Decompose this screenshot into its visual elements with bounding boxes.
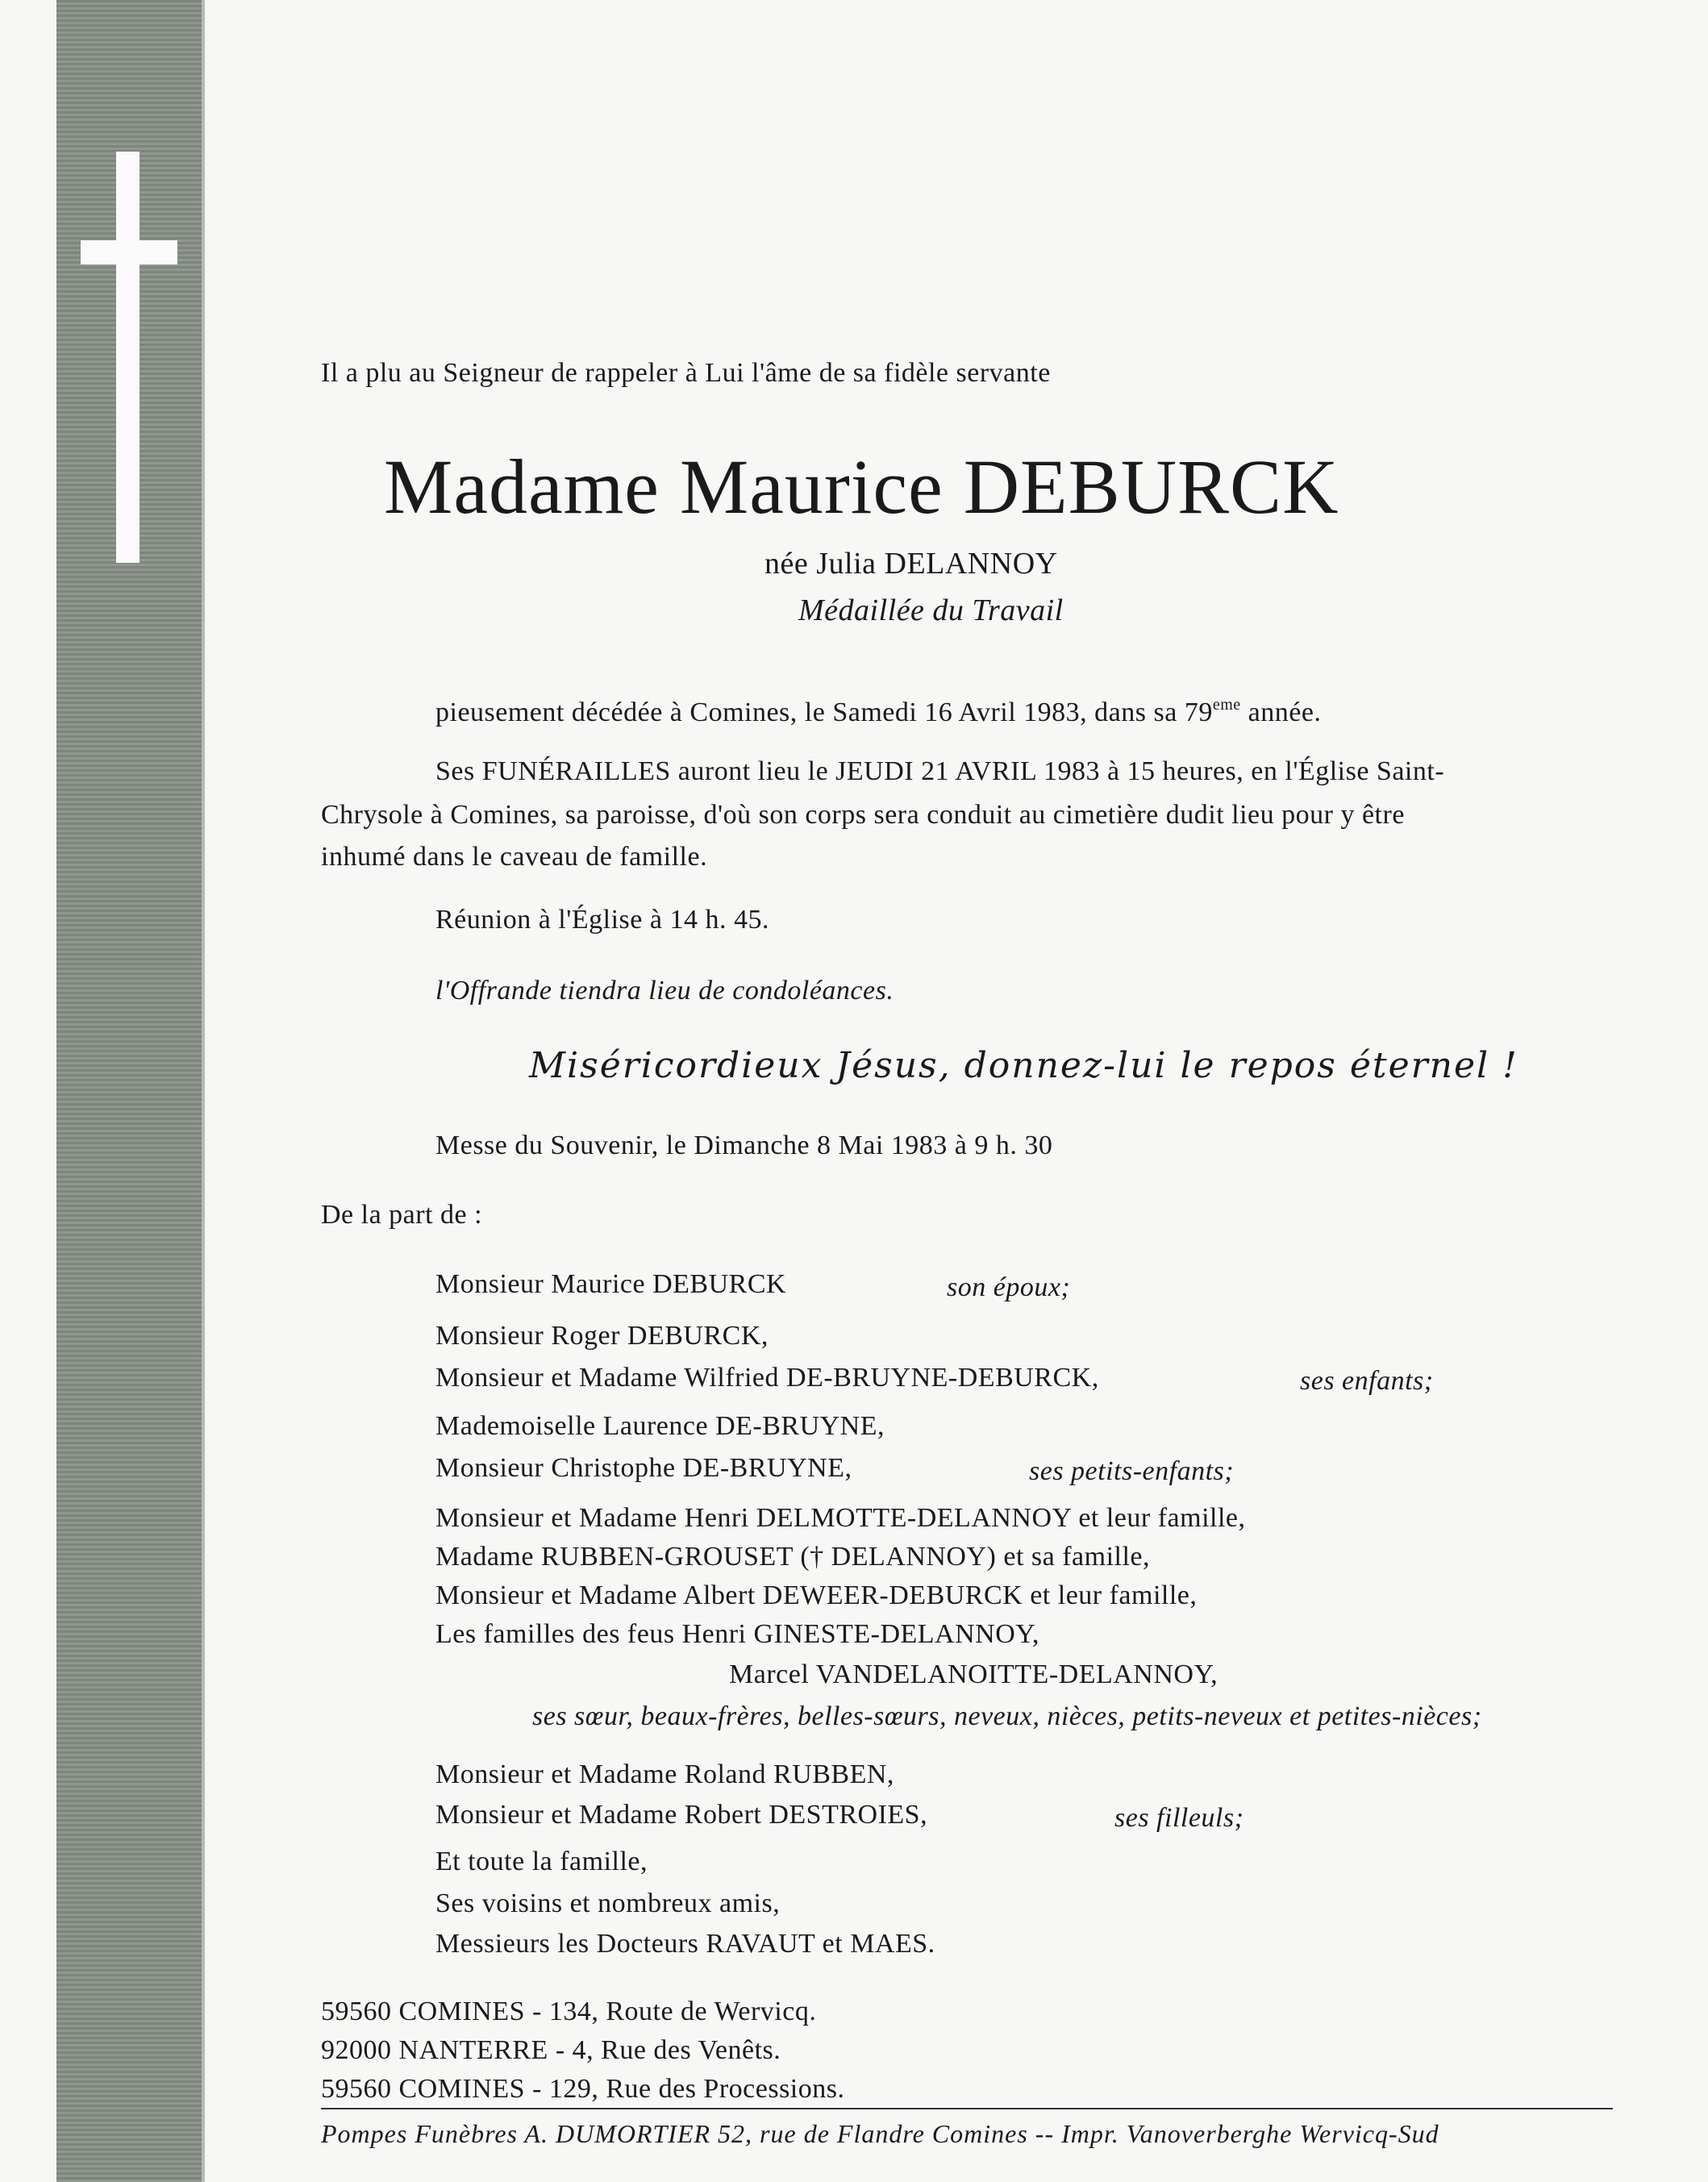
funeral-line-2: Chrysole à Comines, sa paroisse, d'où son corps sera conduit au cimetière dudit lieu pour y être [321, 800, 1405, 830]
footer-imprint: Pompes Funèbres A. DUMORTIER 52, rue de Flandre Comines -- Impr. Vanoverberghe Wervicq-Sud [321, 2119, 1439, 2148]
family-line: Messieurs les Docteurs RAVAUT et MAES. [435, 1929, 935, 1959]
death-sup: eme [1212, 696, 1241, 714]
death-end: année. [1240, 697, 1322, 727]
family-line: Monsieur et Madame Henri DELMOTTE-DELANNOY et leur famille, [435, 1503, 1246, 1533]
family-line: Monsieur Maurice DEBURCK [435, 1269, 787, 1299]
funeral-line-3: inhumé dans le caveau de famille. [321, 842, 708, 872]
relation-label: ses enfants; [1300, 1366, 1434, 1396]
family-line: Monsieur et Madame Roland RUBBEN, [435, 1759, 894, 1789]
relation-label: ses petits-enfants; [1029, 1456, 1235, 1486]
family-line: Les familles des feus Henri GINESTE-DELANNOY, [435, 1619, 1039, 1649]
messe-text: Messe du Souvenir, le Dimanche 8 Mai 1983 à 9 h. 30 [435, 1131, 1053, 1160]
family-line: Marcel VANDELANOITTE-DELANNOY, [729, 1659, 1219, 1689]
relation-label: ses filleuls; [1114, 1803, 1244, 1833]
maiden-name: née Julia DELANNOY [764, 547, 1058, 581]
funeral-line-1: Ses FUNÉRAILLES auront lieu le JEUDI 21 AVRIL 1983 à 15 heures, en l'Église Saint- [435, 756, 1445, 786]
relation-label: ses sœur, beaux-frères, belles-sœurs, neveux, nièces, petits-neveux et petites-nièces; [532, 1701, 1482, 1731]
death-text: pieusement décédée à Comines, le Samedi 16 Avril 1983, dans sa 79 [435, 697, 1213, 727]
address-line: 59560 COMINES - 129, Rue des Processions. [321, 2074, 845, 2104]
reunion-text: Réunion à l'Église à 14 h. 45. [435, 905, 769, 935]
death-announcement [435, 697, 1321, 727]
address-line: 59560 COMINES - 134, Route de Wervicq. [321, 1997, 817, 2026]
prayer-text: Miséricordieux Jésus, donnez-lui le repos éternel ! [529, 1045, 1518, 1086]
family-line: Ses voisins et nombreux amis, [435, 1888, 781, 1918]
relation-label: son époux; [947, 1272, 1071, 1302]
band-edge [202, 0, 205, 2182]
distinction: Médaillée du Travail [798, 593, 1064, 627]
deceased-name: Madame Maurice DEBURCK [384, 443, 1339, 530]
cross-icon [116, 152, 140, 563]
footer-rule [321, 2108, 1613, 2109]
address-line: 92000 NANTERRE - 4, Rue des Venêts. [321, 2035, 781, 2065]
offrande-text: l'Offrande tiendra lieu de condoléances. [435, 976, 894, 1006]
family-line: Madame RUBBEN-GROUSET († DELANNOY) et sa famille, [435, 1542, 1151, 1572]
family-line: Et toute la famille, [435, 1847, 648, 1876]
intro-text: Il a plu au Seigneur de rappeler à Lui l'âme de sa fidèle servante [321, 358, 1051, 388]
family-line: Monsieur et Madame Albert DEWEER-DEBURCK et leur famille, [435, 1580, 1198, 1610]
de-la-part: De la part de : [321, 1200, 483, 1230]
cross-icon-bar [81, 240, 177, 264]
family-line: Monsieur et Madame Wilfried DE-BRUYNE-DEBURCK, [435, 1363, 1099, 1393]
family-line: Monsieur et Madame Robert DESTROIES, [435, 1800, 928, 1830]
family-line: Monsieur Christophe DE-BRUYNE, [435, 1453, 852, 1483]
family-line: Monsieur Roger DEBURCK, [435, 1321, 769, 1351]
family-line: Mademoiselle Laurence DE-BRUYNE, [435, 1411, 885, 1441]
